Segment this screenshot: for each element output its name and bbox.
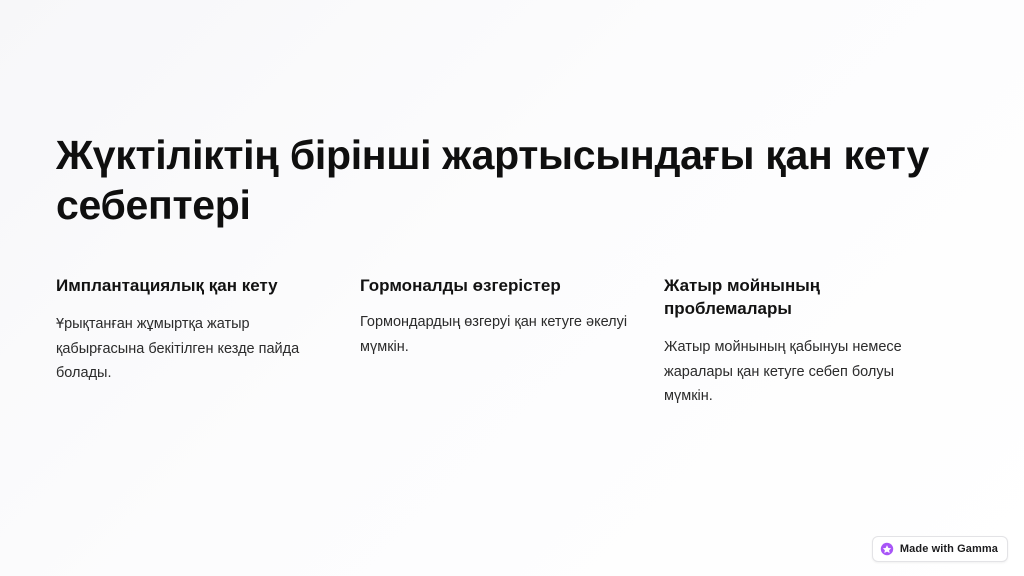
column-heading: Жатыр мойнының проблемалары xyxy=(664,276,821,318)
columns-container xyxy=(56,275,968,409)
badge-label: Made with Gamma xyxy=(899,543,998,555)
column-implantation-bleeding xyxy=(56,275,360,409)
made-with-gamma-badge[interactable] xyxy=(872,536,1008,562)
column-hormonal-changes xyxy=(360,275,664,409)
column-cervical-problems xyxy=(664,275,968,409)
column-heading: Гормоналды өзгерістер xyxy=(360,276,561,296)
page-title: Жүктіліктің бірінші жартысындағы қан кету себептері xyxy=(56,132,930,229)
column-heading: Имплантациялық қан кету xyxy=(56,276,278,296)
column-body: Гормондардың өзгеруі қан кетуге әкелуі мүмкін. xyxy=(360,313,628,355)
column-body: Жатыр мойнының қабынуы немесе жаралары қан кетуге себеп болуы мүмкін. xyxy=(664,338,902,405)
gamma-logo-icon xyxy=(880,542,894,556)
slide-content xyxy=(56,130,968,409)
column-body: Ұрықтанған жұмыртқа жатыр қабырғасына бекітілген кезде пайда болады. xyxy=(56,315,300,382)
